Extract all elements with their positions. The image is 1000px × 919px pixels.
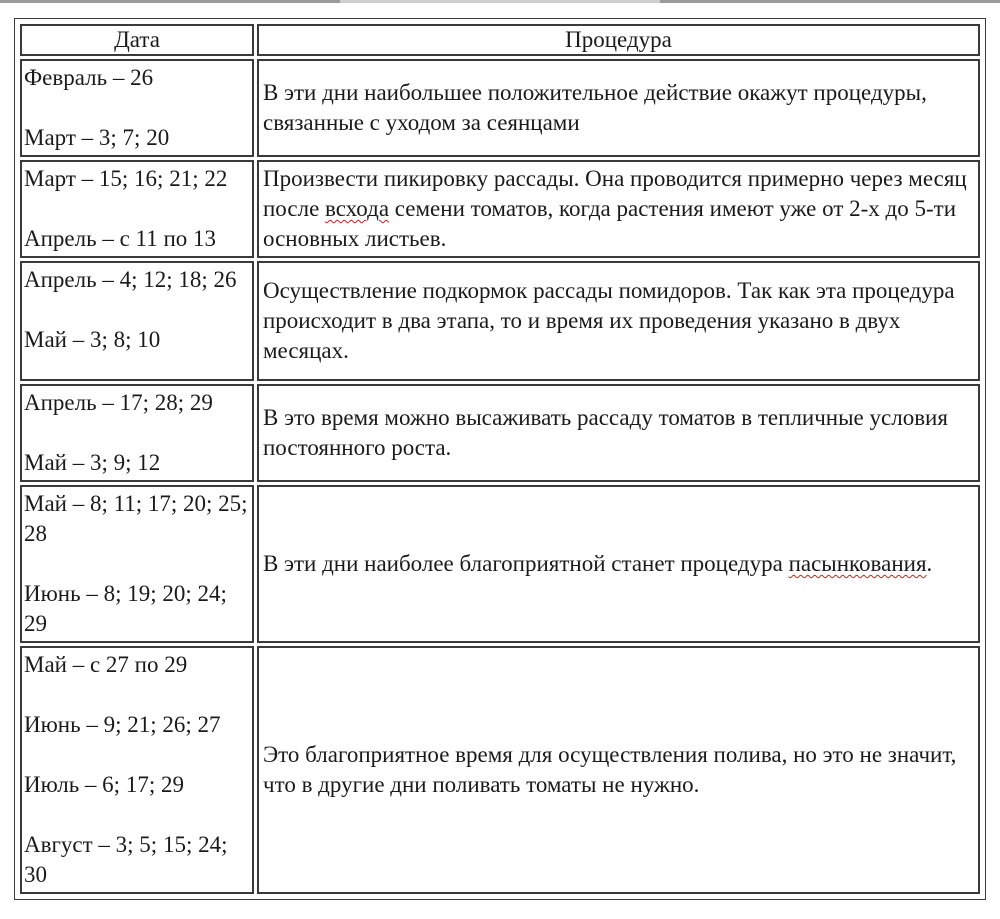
date-line: Март – 3; 7; 20	[24, 125, 170, 150]
table-row	[20, 384, 980, 482]
procedure-cell	[257, 160, 980, 258]
date-line: Июнь – 9; 21; 26; 27	[24, 712, 221, 737]
date-cell	[20, 59, 254, 157]
spellcheck-word: всхода	[325, 196, 390, 221]
date-line: Июль – 6; 17; 29	[24, 772, 184, 797]
date-cell	[20, 384, 254, 482]
date-cell	[20, 160, 254, 258]
procedure-text: В эти дни наиболее благоприятной станет процедура	[263, 551, 789, 576]
table-row	[20, 485, 980, 643]
procedure-cell: Осуществление подкормок рассады помидоров. Так как эта процедура происходит в два этапа, то и время их проведения указано в двух месяцах.	[257, 261, 980, 381]
date-line: Апрель – 17; 28; 29	[24, 390, 213, 415]
tomato-schedule-table	[17, 21, 983, 897]
top-divider	[0, 0, 1000, 3]
table-row	[20, 160, 980, 258]
table-row	[20, 261, 980, 381]
date-line: Апрель – с 11 по 13	[24, 226, 217, 251]
header-date: Дата	[20, 24, 254, 56]
spellcheck-word: пасынкования	[788, 551, 927, 576]
procedure-text: Произвести пикировку рассады. Она проводится примерно через месяц после	[263, 166, 967, 221]
table-row	[20, 646, 980, 894]
header-procedure: Процедура	[257, 24, 980, 56]
date-line: Февраль – 26	[24, 65, 154, 90]
schedule-table-frame	[14, 18, 986, 900]
table-row	[20, 59, 980, 157]
date-line: Май – с 27 по 29	[24, 652, 188, 677]
date-line: Июнь – 8; 19; 20; 24; 29	[24, 581, 227, 636]
date-cell	[20, 261, 254, 381]
date-line: Март – 15; 16; 21; 22	[24, 166, 228, 191]
procedure-text: .	[926, 551, 933, 576]
date-cell	[20, 485, 254, 643]
procedure-cell: В эти дни наибольшее положительное действие окажут процедуры, связанные с уходом за сеянцами	[257, 59, 980, 157]
header-row	[20, 24, 980, 56]
date-cell	[20, 646, 254, 894]
procedure-cell: В это время можно высаживать рассаду томатов в тепличные условия постоянного роста.	[257, 384, 980, 482]
procedure-text: семени томатов, когда растения имеют уже от 2-х до 5-ти основных листьев.	[263, 196, 957, 251]
date-line: Май – 8; 11; 17; 20; 25; 28	[24, 491, 248, 546]
procedure-cell: Это благоприятное время для осуществления полива, но это не значит, что в другие дни поливать томаты не нужно.	[257, 646, 980, 894]
date-line: Май – 3; 8; 10	[24, 327, 161, 352]
date-line: Май – 3; 9; 12	[24, 450, 161, 475]
procedure-cell	[257, 485, 980, 643]
date-line: Август – 3; 5; 15; 24; 30	[24, 832, 228, 887]
date-line: Апрель – 4; 12; 18; 26	[24, 267, 237, 292]
